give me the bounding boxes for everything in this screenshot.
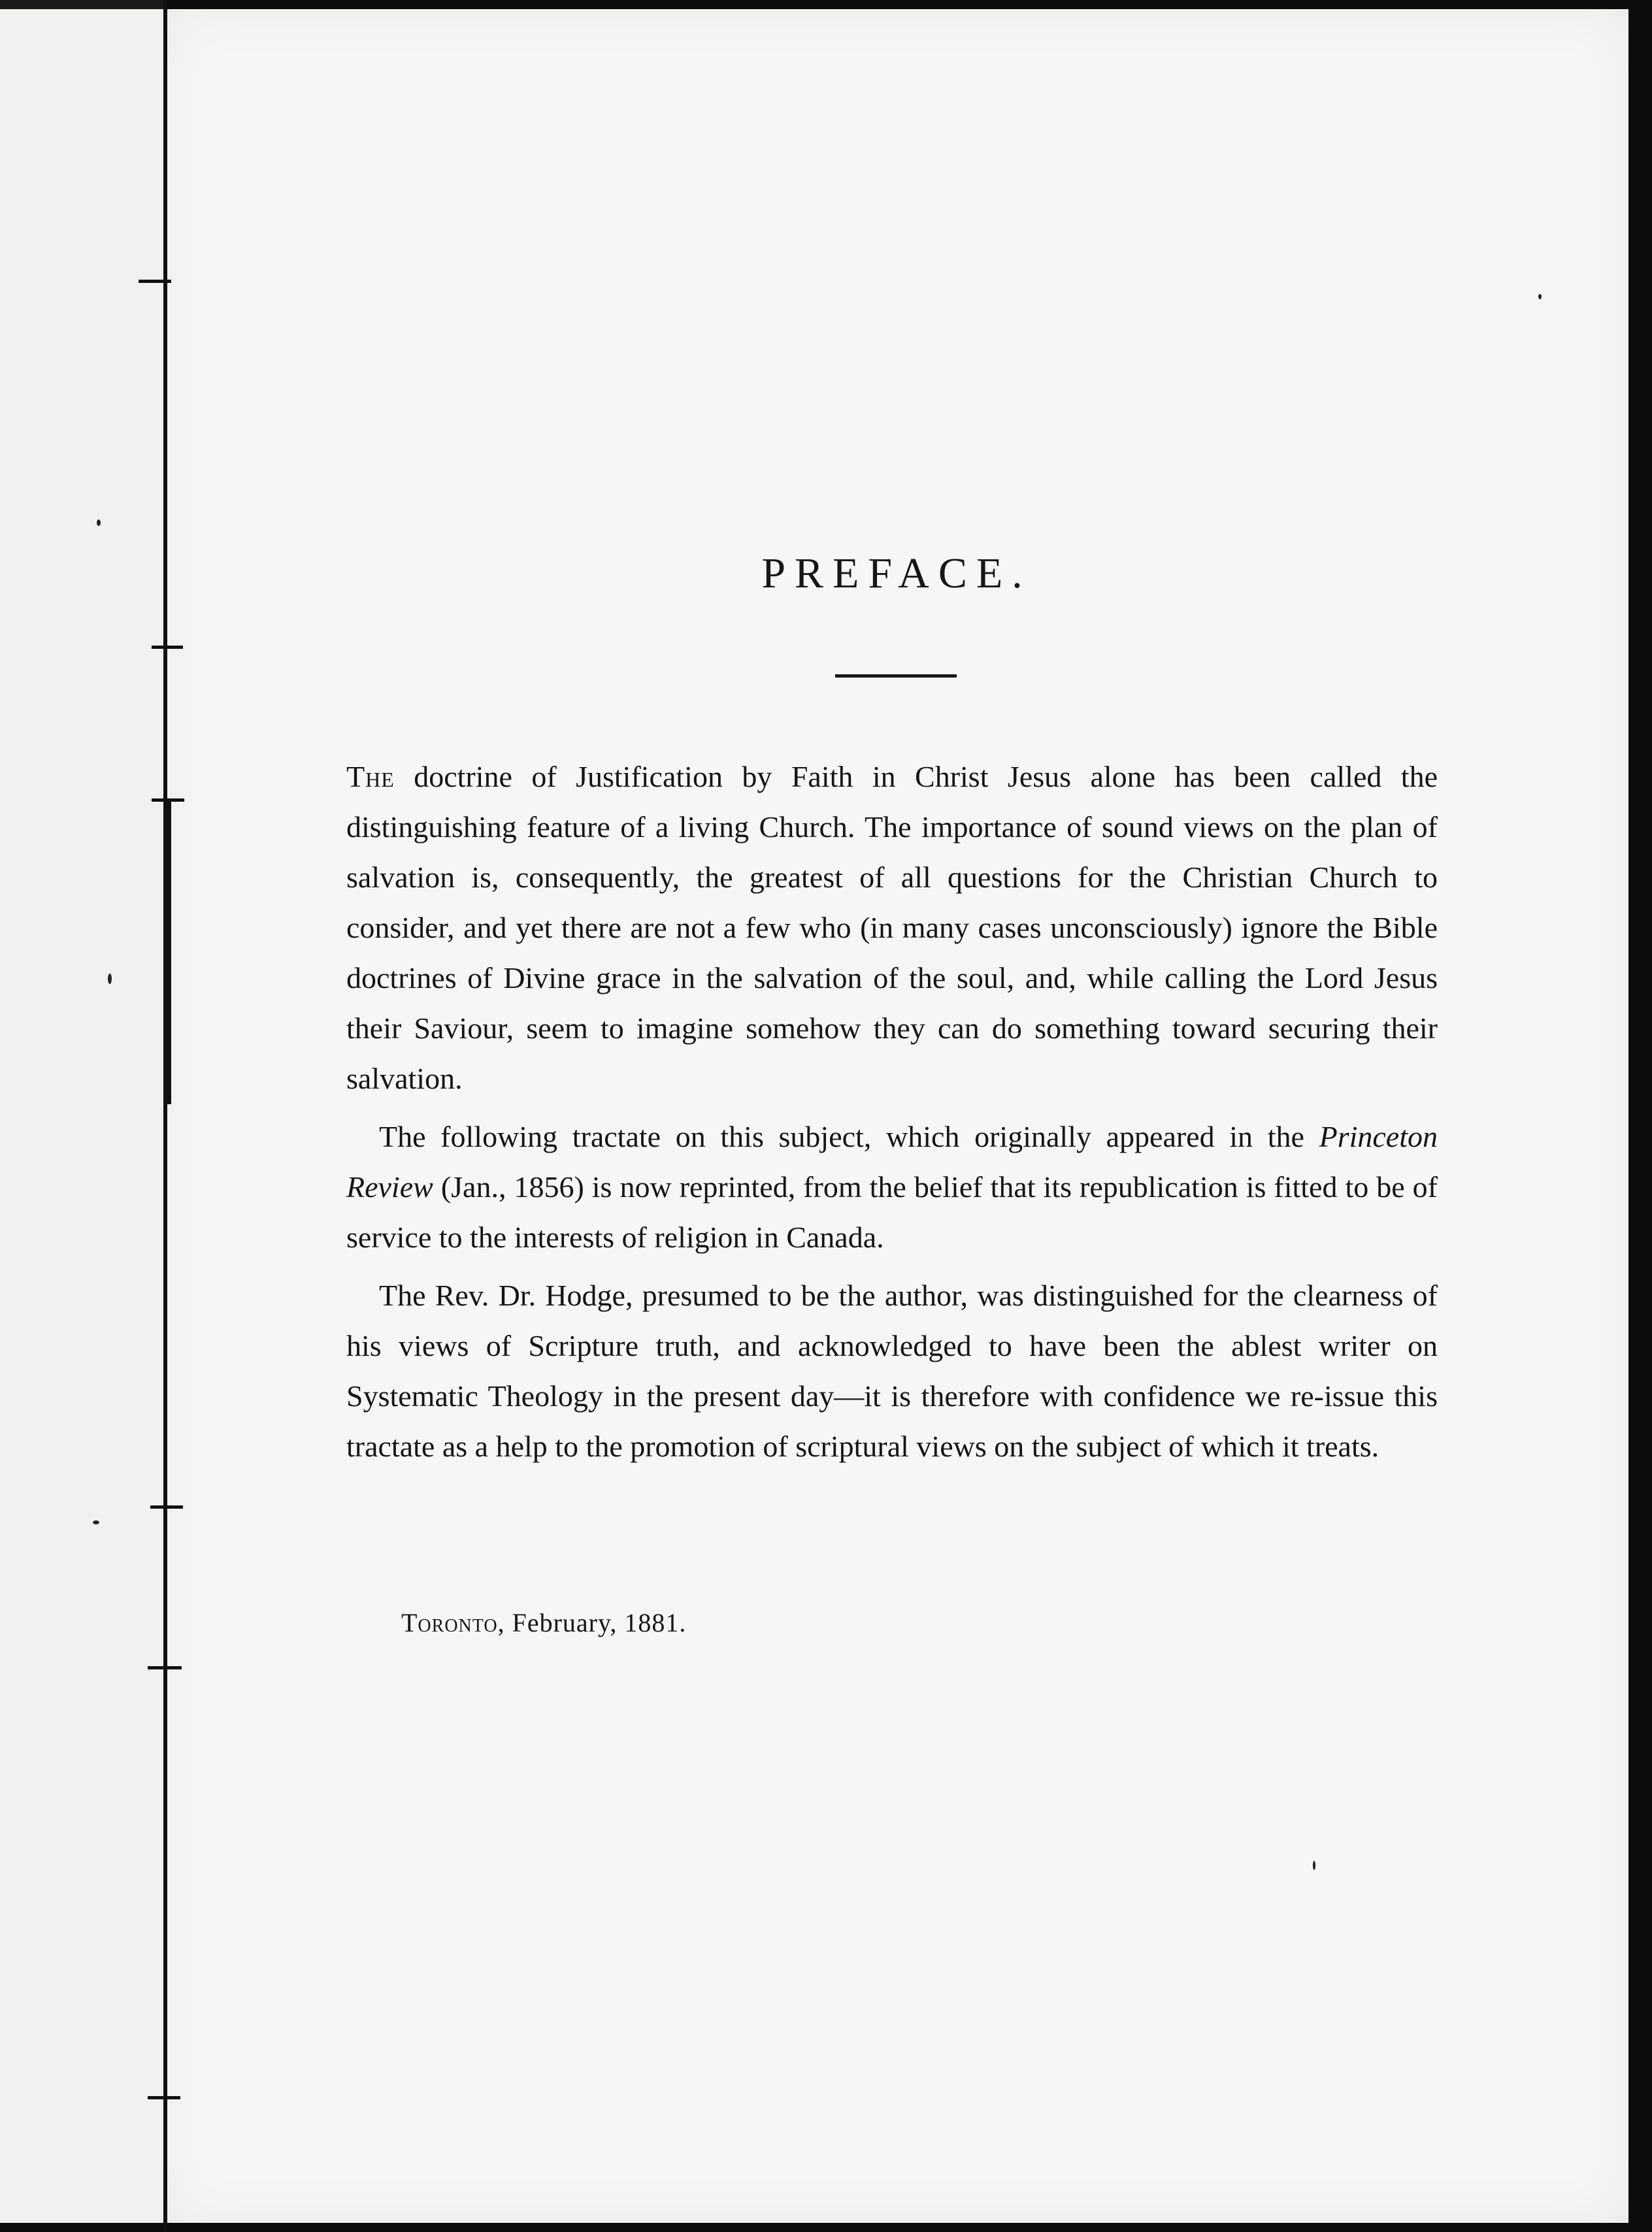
binding-stitch [148, 2096, 180, 2099]
paragraph-3 [346, 1270, 1438, 1471]
paragraph-1 [346, 751, 1438, 1104]
scan-speck [108, 974, 112, 984]
paragraph-2-after: (Jan., 1856) is now reprinted, from the belief that its republication is fitted to be of service to the interests of religion in Canada. [346, 1170, 1438, 1254]
scan-edge-right [1628, 0, 1652, 2232]
paragraph-2 [346, 1111, 1438, 1262]
dateline-place: Toronto [401, 1608, 498, 1637]
scan-speck [97, 519, 101, 526]
scan-edge-top [0, 0, 1652, 9]
scan-speck [1313, 1861, 1315, 1870]
scan-speck [1538, 294, 1542, 299]
preface-body [346, 751, 1438, 1479]
paragraph-1-lead: The [346, 760, 395, 793]
binding-stitch [150, 1505, 183, 1509]
title-rule [835, 674, 957, 678]
binding-gutter-paper [0, 9, 165, 2223]
publication-title: Princeton Review [346, 1120, 1438, 1204]
page-title: PREFACE. [761, 550, 1032, 597]
binding-thread [167, 801, 171, 1104]
dateline [401, 1607, 686, 1638]
paragraph-1-text: doctrine of Justification by Faith in Christ Jesus alone has been called the distinguishing feature of a living Church. The importance of sound views on the plan of salvation is, consequently, the greatest of all questions for the Christian Church to consider, and yet there are not a few who (in many cases unconsciously) ignore the Bible doctrines of Divine grace in the salvation of the soul, and, while calling the Lord Jesus their Saviour, seem to imagine somehow they can do something toward securing their salvation. [346, 760, 1438, 1095]
binding-stitch [152, 646, 183, 649]
scan-speck [93, 1520, 99, 1524]
binding-line [163, 0, 167, 2232]
binding-stitch [148, 1666, 182, 1669]
scan-edge-bottom [0, 2223, 1652, 2232]
paragraph-3-text: The Rev. Dr. Hodge, presumed to be the author, was distinguished for the clearness of his views of Scripture truth, and acknowledged to have been the ablest writer on Systematic Theology in the present day—it is therefore with confidence we re-issue this tractate as a help to the promotion of scriptural views on the subject of which it treats. [346, 1279, 1438, 1463]
dateline-date: , February, 1881. [497, 1608, 687, 1637]
binding-stitch [139, 280, 171, 283]
paragraph-2-before: The following tractate on this subject, which originally appeared in the [379, 1120, 1319, 1153]
